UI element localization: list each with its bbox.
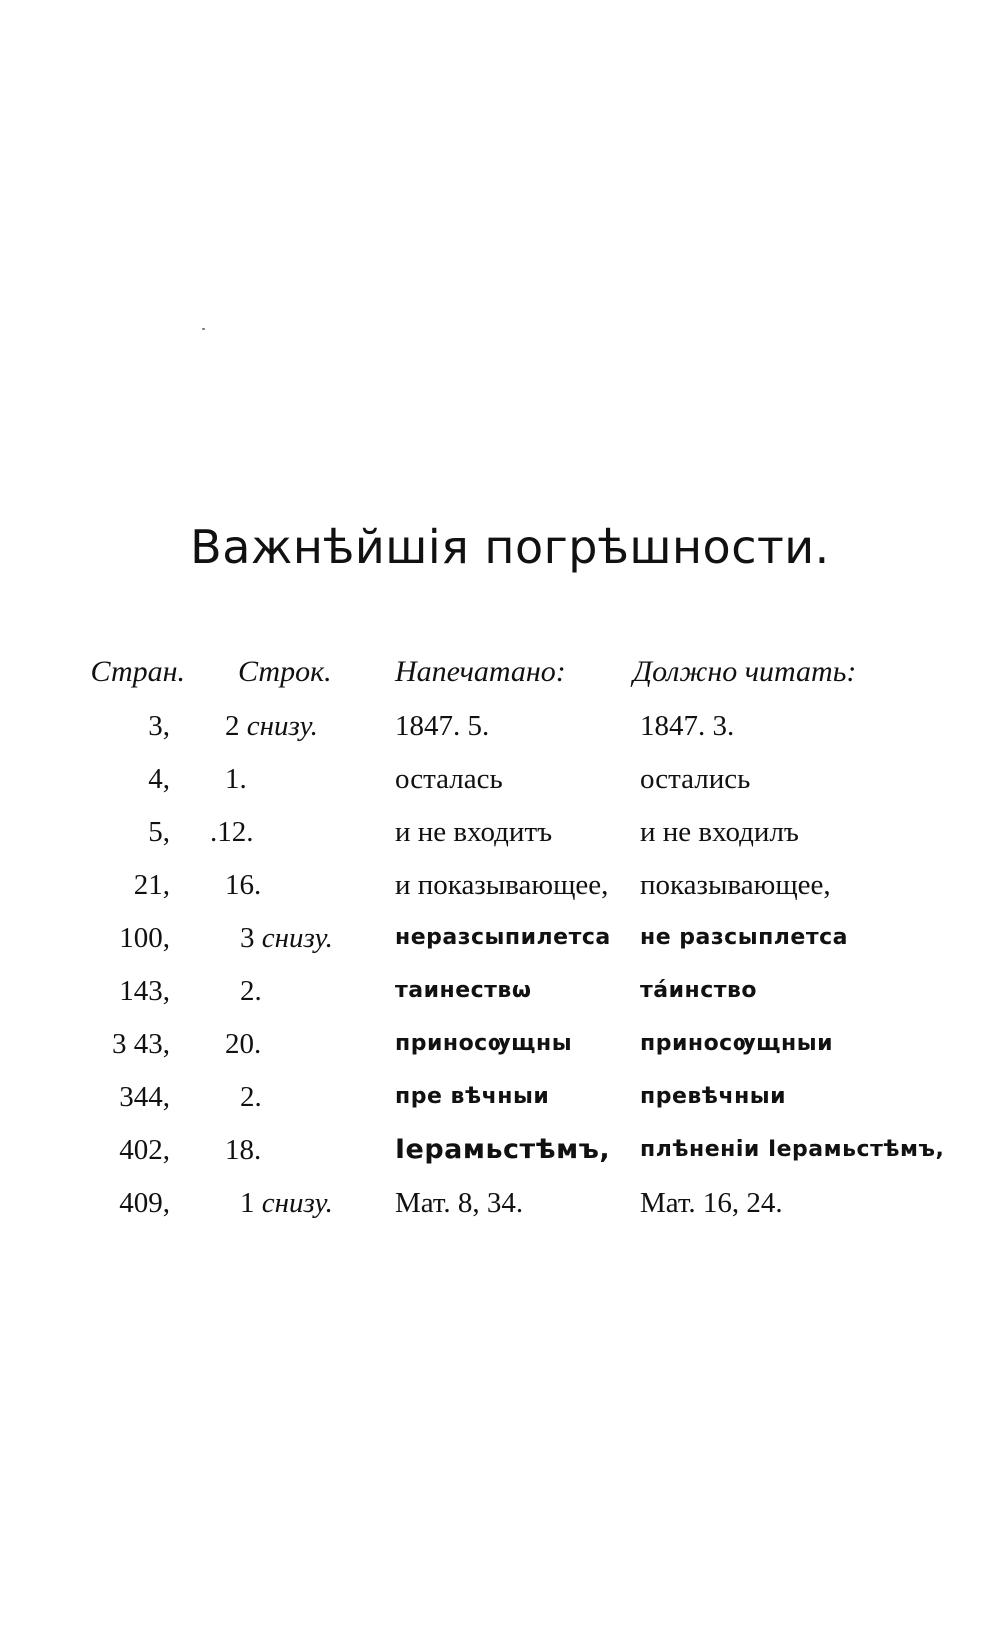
row-line-number: 2 [225, 710, 240, 742]
row-line-number: 2. [240, 1081, 262, 1113]
row-correct: та́инство [640, 978, 758, 1003]
row-printed: приносѹщны [395, 1031, 573, 1056]
row-page: 100, [119, 922, 170, 954]
row-page: 4, [148, 763, 170, 795]
errata-row [0, 858, 1000, 912]
row-printed: и не входитъ [395, 816, 553, 848]
errata-row [0, 1017, 1000, 1071]
row-line [225, 858, 261, 912]
errata-row [0, 752, 1000, 806]
paper-speck [202, 328, 205, 330]
errata-header-row [0, 645, 1000, 699]
header-correct: Должно читать: [633, 655, 857, 688]
row-line-number: 16. [225, 869, 262, 901]
row-page: 402, [119, 1134, 170, 1166]
errata-row [0, 1070, 1000, 1124]
row-correct: Мат. 16, 24. [640, 1187, 783, 1219]
row-line-note: снизу. [261, 1187, 333, 1219]
row-correct: не разсыплетса [640, 925, 848, 950]
row-line-number: 2. [240, 975, 262, 1007]
row-line [225, 752, 247, 806]
header-printed: Напечатано: [395, 655, 566, 688]
row-line [225, 1017, 261, 1071]
row-line [240, 964, 262, 1018]
row-printed: и показывающее, [395, 869, 609, 901]
row-line [240, 1176, 333, 1230]
row-printed: осталась [395, 763, 503, 795]
row-line [240, 911, 333, 965]
page-title: Важнѣйшія погрѣшности. [190, 520, 830, 574]
errata-row [0, 911, 1000, 965]
row-line [225, 1123, 261, 1177]
row-page: 3 43, [112, 1028, 170, 1060]
errata-row [0, 964, 1000, 1018]
row-page: 21, [133, 869, 170, 901]
row-correct: плѣненіи Іерамьстѣмъ, [640, 1137, 945, 1162]
row-correct: остались [640, 763, 751, 795]
row-correct: и не входилъ [640, 816, 799, 848]
row-line [240, 1070, 262, 1124]
header-page: Стран. [90, 655, 185, 688]
row-page: 409, [119, 1187, 170, 1219]
row-correct: 1847. 3. [640, 710, 735, 742]
row-line-number: 1 [240, 1187, 255, 1219]
row-line-note: снизу. [246, 710, 318, 742]
row-line-number: .12. [210, 816, 254, 848]
row-correct: показывающее, [640, 869, 831, 901]
errata-row [0, 805, 1000, 859]
row-printed: 1847. 5. [395, 710, 490, 742]
errata-row [0, 699, 1000, 753]
row-page: 143, [119, 975, 170, 1007]
row-line [210, 805, 254, 859]
row-line-number: 18. [225, 1134, 262, 1166]
row-line [225, 699, 318, 753]
row-page: 5, [148, 816, 170, 848]
row-printed: Іерамьстѣмъ, [395, 1134, 611, 1165]
row-printed: неразсыпилетса [395, 925, 611, 950]
row-line-number: 3 [240, 922, 255, 954]
row-line-note: снизу. [261, 922, 333, 954]
row-line-number: 20. [225, 1028, 262, 1060]
row-page: 3, [148, 710, 170, 742]
row-printed: таинествѡ [395, 978, 532, 1003]
errata-row [0, 1123, 1000, 1177]
errata-row [0, 1176, 1000, 1230]
row-page: 344, [119, 1081, 170, 1113]
row-printed: Мат. 8, 34. [395, 1187, 524, 1219]
row-line-number: 1. [225, 763, 247, 795]
row-printed: пре вѣчныи [395, 1084, 550, 1109]
header-line: Строк. [238, 655, 332, 688]
row-correct: приносѹщныи [640, 1031, 834, 1056]
row-correct: превѣчныи [640, 1084, 787, 1109]
